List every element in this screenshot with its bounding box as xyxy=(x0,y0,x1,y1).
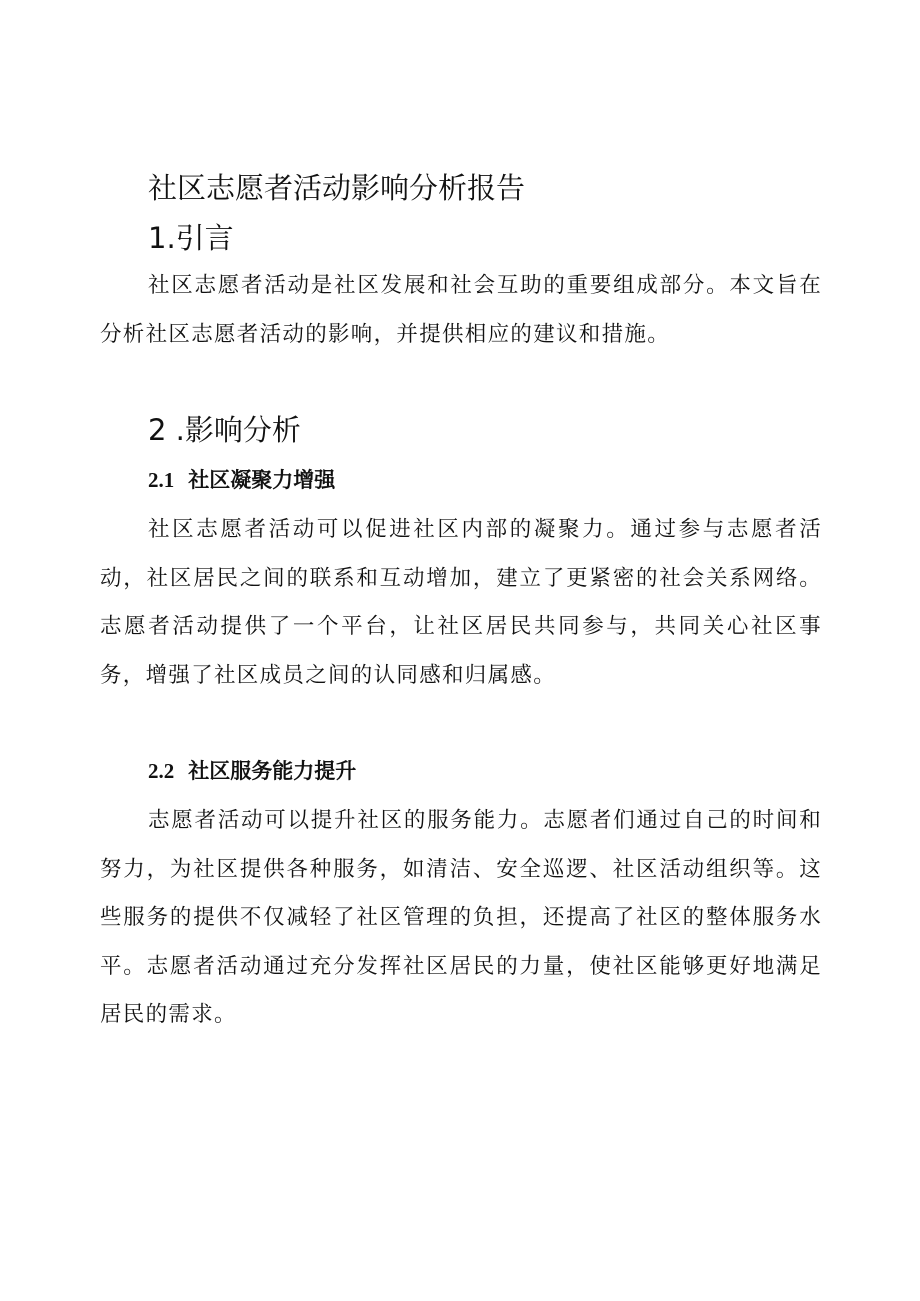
service-capacity-paragraph: 志愿者活动可以提升社区的服务能力。志愿者们通过自己的时间和努力，为社区提供各种服务，如清洁、安全巡逻、社区活动组织等。这些服务的提供不仅减轻了社区管理的负担，还提高了社区的整体服务水平。志愿者活动通过充分发挥社区居民的力量，使社区能够更好地满足居民的需求。 xyxy=(100,808,822,1027)
subsection-heading-cohesion xyxy=(148,465,335,495)
subsection-title: 社区服务能力提升 xyxy=(188,759,357,783)
subsection-number: 2.2 xyxy=(148,759,175,783)
document-title: 社区志愿者活动影响分析报告 xyxy=(148,171,526,205)
subsection-number: 2.1 xyxy=(148,468,175,492)
section-heading-introduction: 1.引言 xyxy=(148,221,234,255)
section-heading-impact-analysis: 2 .影响分析 xyxy=(148,413,301,447)
introduction-paragraph: 社区志愿者活动是社区发展和社会互助的重要组成部分。本文旨在分析社区志愿者活动的影响，并提供相应的建议和措施。 xyxy=(100,273,822,347)
cohesion-paragraph: 社区志愿者活动可以促进社区内部的凝聚力。通过参与志愿者活动，社区居民之间的联系和互动增加，建立了更紧密的社会关系网络。志愿者活动提供了一个平台，让社区居民共同参与，共同关心社区事务，增强了社区成员之间的认同感和归属感。 xyxy=(100,517,822,688)
subsection-heading-service-capacity xyxy=(148,756,356,786)
subsection-title: 社区凝聚力增强 xyxy=(188,468,336,492)
